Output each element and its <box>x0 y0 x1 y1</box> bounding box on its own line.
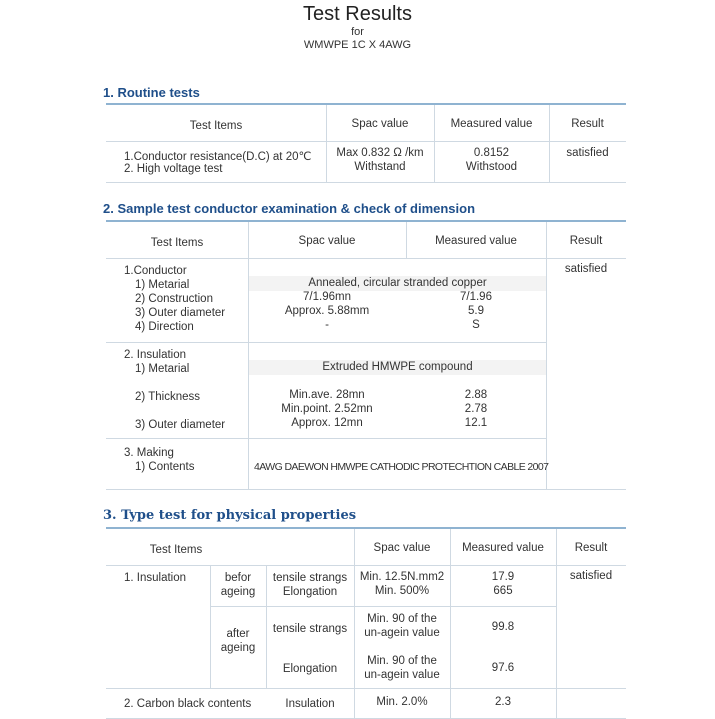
carbon-black-spec: Min. 2.0% <box>376 696 428 708</box>
thickness-meas-avg: 2.88 <box>464 389 488 401</box>
before-elongation-meas: 665 <box>493 585 513 597</box>
header-result: Result <box>569 235 603 247</box>
after-tensile-spec-2: un-agein value <box>364 627 440 639</box>
after-elongation-label: Elongation <box>282 663 338 675</box>
before-ageing-line2: ageing <box>220 586 256 598</box>
after-ageing-line1: after <box>226 628 250 640</box>
conductor-meas-diameter: 5.9 <box>468 305 484 317</box>
before-tensile-meas: 17.9 <box>491 571 515 583</box>
product-name: WMWPE 1C X 4AWG <box>303 39 412 51</box>
insulation-od-label: 3) Outer diameter <box>135 419 226 431</box>
insulation-material-label: 1) Metarial <box>135 363 190 375</box>
conductor-item-4: 4) Direction <box>135 321 194 333</box>
conductor-spec-construction: 7/1.96mn <box>303 291 351 303</box>
header-result: Result <box>571 118 604 130</box>
routine-meas-2: Withstood <box>465 161 518 173</box>
header-measured-value: Measured value <box>450 118 533 130</box>
header-measured-value: Measured value <box>462 542 544 554</box>
after-ageing-line2: ageing <box>220 642 256 654</box>
subtitle-for: for <box>351 26 364 38</box>
page-title: Test Results <box>303 3 412 25</box>
carbon-black-part: Insulation <box>285 698 335 710</box>
before-elongation-label: Elongation <box>282 586 338 598</box>
header-spec-value: Spac value <box>351 118 409 130</box>
making-contents-label: 1) Contents <box>135 461 195 473</box>
section-2-title: 2. Sample test conductor examination & check of dimension <box>103 201 476 216</box>
thickness-spec-point: Min.point. 2.52mn <box>281 403 373 415</box>
before-ageing-line1: befor <box>224 572 252 584</box>
type-insulation-title: 1. Insulation <box>124 572 187 584</box>
insulation-material: Extruded HMWPE compound <box>322 361 473 373</box>
conductor-item-2: 2) Construction <box>135 293 213 305</box>
carbon-black-meas: 2.3 <box>495 696 511 708</box>
header-measured-value: Measured value <box>435 235 517 247</box>
before-tensile-label: tensile strangs <box>272 572 348 584</box>
after-tensile-label: tensile strangs <box>272 623 348 635</box>
after-tensile-meas: 99.8 <box>491 621 515 633</box>
making-contents-value: 4AWG DAEWON HMWPE CATHODIC PROTECHTION CABLE 2007 <box>254 461 549 473</box>
after-elongation-spec-2: un-agein value <box>364 669 440 681</box>
thickness-spec-avg: Min.ave. 28mn <box>289 389 365 401</box>
conductor-meas-direction: S <box>472 319 480 331</box>
routine-spec-1: Max 0.832 Ω /km <box>336 147 424 159</box>
after-elongation-meas: 97.6 <box>491 662 515 674</box>
routine-tests-table <box>106 103 626 183</box>
insulation-od-spec: Approx. 12mn <box>291 417 363 429</box>
section-1-title: 1. Routine tests <box>103 85 200 100</box>
routine-item-1: 1.Conductor resistance(D.C) at 20℃ <box>124 151 312 163</box>
conductor-result: satisfied <box>564 263 608 275</box>
carbon-black-title: 2. Carbon black contents <box>124 698 252 710</box>
header-test-items: Test Items <box>189 120 243 132</box>
after-elongation-spec-1: Min. 90 of the <box>367 655 437 667</box>
type-result: satisfied <box>569 570 613 582</box>
header-test-items: Test Items <box>150 237 204 249</box>
conductor-item-1: 1) Metarial <box>135 279 190 291</box>
before-elongation-spec: Min. 500% <box>374 585 430 597</box>
conductor-meas-construction: 7/1.96 <box>460 291 492 303</box>
before-tensile-spec: Min. 12.5N.mm2 <box>359 571 445 583</box>
insulation-thickness-label: 2) Thickness <box>135 391 200 403</box>
after-tensile-spec-1: Min. 90 of the <box>367 613 437 625</box>
sample-test-table <box>106 220 626 490</box>
header-spec-value: Spac value <box>298 235 356 247</box>
header-spec-value: Spac value <box>373 542 431 554</box>
type-test-table <box>106 527 626 719</box>
conductor-material: Annealed, circular stranded copper <box>308 277 487 289</box>
conductor-title: 1.Conductor <box>124 265 187 277</box>
routine-spec-2: Withstand <box>354 161 406 173</box>
conductor-spec-diameter: Approx. 5.88mm <box>284 305 370 317</box>
routine-item-2: 2. High voltage test <box>124 163 223 175</box>
insulation-title: 2. Insulation <box>124 349 187 361</box>
conductor-item-3: 3) Outer diameter <box>135 307 226 319</box>
thickness-meas-point: 2.78 <box>464 403 488 415</box>
making-title: 3. Making <box>124 447 174 459</box>
section-3-title: 3. Type test for physical properties <box>103 508 357 523</box>
header-result: Result <box>574 542 608 554</box>
routine-result: satisfied <box>566 147 609 159</box>
routine-meas-1: 0.8152 <box>473 147 510 159</box>
insulation-od-meas: 12.1 <box>464 417 488 429</box>
conductor-spec-direction: - <box>325 319 329 331</box>
header-test-items: Test Items <box>149 544 203 556</box>
